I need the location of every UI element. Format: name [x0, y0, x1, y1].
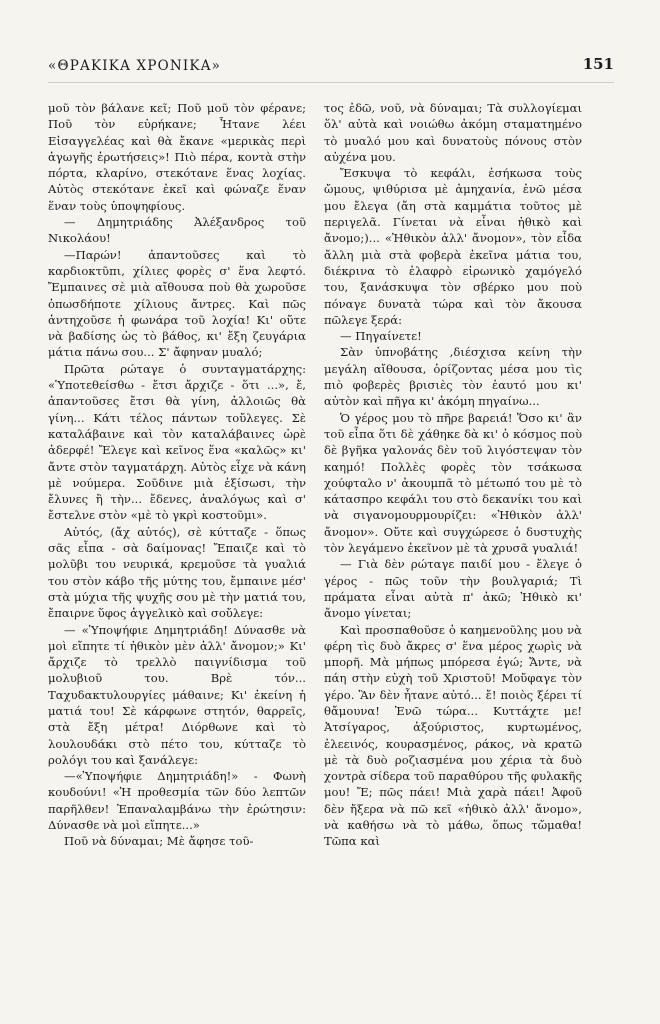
paragraph: τος ἐδῶ, νοῦ, νὰ δύναμαι; Τὰ συλλογίεμαι ὅλ' αὐτὰ καὶ νοιώθω ἀκόμη σταματημένο τὸ μυαλό μου καὶ δυνατοὺς πόνους στὸν αὐχένα μου. [324, 101, 582, 164]
paragraph: Ποῦ νὰ δύναμαι; Μὲ ἄφησε τοῦ- [64, 834, 254, 849]
paragraph: —Παρών! ἀπαντοῦσες καὶ τὸ καρδιοκτῦπι, χίλιες φορὲς σ' ἕνα λεφτό. Ἔμπαινες σὲ μιὰ αἴθουσα ποὺ θὰ χωροῦσε ὁπωσδήποτε χίλιους ἄντρες. Καὶ πῶς ἀντηχοῦσε ἡ φωνάρα τοῦ λοχία! Κι' οὔτε νὰ βαδίσης ὡς τὸ βάθος, κι' ἔξη ζευγάρια μάτια πάνω σου... Σ' ἄφηναν μυαλό; [48, 247, 306, 360]
running-title: «ΘΡΑΚΙΚΑ ΧΡΟΝΙΚΑ» [48, 58, 222, 74]
paragraph: Ἔσκυψα τὸ κεφάλι, ἐσήκωσα τοὺς ὤμους, ψιθύρισα μὲ ἀμηχανία, ἐνῶ μέσα μου ἔλεγα (ἄη στὰ καμμάτια τοῦτος μὲ περιγελᾶ. Γίνεται νὰ εἶναι ἠθικὸ καὶ ἄνομο;)... «Ἠθικὸν ἀλλ' ἄνομον», τὸν εἶδα ἄλλη μιὰ στὰ φοβερὰ ἐκεῖνα μάτια του, διέκρινα τὸ ἐλαφρὸ εἰρωνικὸ χαμόγελό του, ξανάσκυψα τὸν σβέρκο μου ποὺ πόναγε δυνατὰ τώρα καὶ τὸν ἄκουσα πῶλεγε ξερά: [324, 166, 582, 327]
paragraph: μοῦ τὸν βάλανε κεῖ; Ποῦ μοῦ τὸν φέρανε; Ποῦ τὸν εὑρήκανε; Ἦτανε λέει Εἰσαγγελέας καὶ θὰ ἔκανε «μερικὰς περὶ ἀγωγῆς ἐρωτήσεις»! Πιὸ πέρα, κοντὰ στὴν πόρτα, κλαρίνο, στεκότανε ἕνας λοχίας. Αὐτὸς στεκότανε ἐκεῖ καὶ φώναζε ἕναν ἕναν τοὺς ὑποψηφίους. [48, 101, 306, 213]
paragraph: Ὁ γέρος μου τὸ πῆρε βαρειά! Ὅσο κι' ἂν τοῦ εἶπα ὅτι δὲ χάθηκε δὰ κι' ὁ κόσμος ποὺ δὲ βγῆκα γαλονάς δὲν τοῦ λιγόστεψαν τὸν καημό! Πολλὲς φορὲς τὸν τσάκωσα χούφταλο ν' ἀκουμπᾶ τὸ μέτωπό του μὲ τὸ κάτασπρο κεφάλι του στὸ δεκανίκι του καὶ νὰ σιγανομουρμουρίζει: «Ἠθικὸν ἀλλ' ἄνομον». Οὔτε καὶ συγχώρεσε ὁ δυστυχὴς τὸν λεγάμενο ἐκεῖνον μὲ τὰ χρυσᾶ γυαλιά! [324, 410, 582, 556]
paragraph: — Γιὰ δὲν ρώταγε παιδί μου - ἔλεγε ὁ γέρος - πῶς τοῦν τὴν βουλγαριά; Τὶ πράματα εἶναι αὐτὰ π' ἀκῶ; Ἠθικὸ κι' ἄνομο γίνεται; [324, 557, 582, 621]
paragraph: Σὰν ὑπνοβάτης ,διέσχισα κείνη τὴν μεγάλη αἴθουσα, ὁρίζοντας μέσα μου τὶς πιὸ φοβερὲς βρισιὲς τὸν ἑαυτό μου κι' αὐτὸν καὶ πῆγα κι' ἀκόμη πηγαίνω... [324, 345, 582, 409]
paragraph: — Πηγαίνετε! [340, 329, 422, 344]
text-column-left [48, 100, 306, 1000]
header-rule [48, 82, 614, 83]
paragraph: Καὶ προσπαθοῦσε ὁ καημενοῦλης μου νὰ φέρη τὶς δυὸ ἄκρες σ' ἕνα μέρος χωρὶς νὰ μπορῆ. Μὰ μήπως μπόρεσα ἐγώ; Ἄντε, νὰ πάη στὴν εὐχὴ τοῦ Χριστοῦ! Μοὔφαγε τὸν γέρο. Ἂν δὲν ἦτανε αὐτό... ἔ! ποιὸς ξέρει τί θἄμουνα! Ἐνῶ τώρα... Κυττάχτε με! Ἀτσίγαρος, ἀξούριστος, κυρτωμένος, ἐλεεινός, κουρασμένος, ράκος, νὰ κρατῶ μὲ τὰ δυὸ ροζιασμένα μου χέρια τὰ δυὸ χοντρὰ σίδερα τοῦ παραθύρου τῆς φυλακῆς μου! Ἔ; πῶς πάει! Μιὰ χαρὰ πάει! Ἀφοῦ δὲν ἤξερα νὰ πῶ κεῖ «ἠθικὸ ἀλλ' ἄνομο», νὰ καθήσω νὰ τὸ μάθω, ὅπως τὤμαθα! Τῶπα καὶ [324, 622, 582, 849]
page-header [48, 55, 614, 88]
paragraph: — Δημητριάδης Ἀλέξανδρος τοῦ Νικολάου! [48, 215, 306, 246]
paragraph: — «Ὑποψήφιε Δημητριάδη! Δύνασθε νὰ μοὶ εἴπητε τί ἠθικὸν μὲν ἀλλ' ἄνομον;» Κι' ἄρχιζε τὸ τρελλὸ παιγνίδισμα τοῦ μολυβιοῦ του. Βρὲ τόν... Ταχυδακτυλουργίες μάθαινε; Κι' ἐκείνη ἡ ματιά του! Σὲ κάρφωνε στητόν, θαρρεῖς, στὰ ἔξη μέτρα! Διόρθωνε καὶ τὸ λουλουδάκι στὸ πέτο του, κύτταζε τὸ ρολόγι του καὶ ξανάλεγε: [48, 622, 306, 767]
paragraph: —«Ὑποψήφιε Δημητριάδη!» - Φωνὴ κουδούνι! «Ἡ προθεσμία τῶν δύο λεπτῶν παρῆλθεν! Ἐπαναλαμβάνω τὴν ἐρώτησιν: Δύνασθε νὰ μοὶ εἴπητε...» [48, 769, 306, 833]
page-number: 151 [582, 55, 614, 73]
paragraph: Πρῶτα ρώταγε ὁ συνταγματάρχης: «Ὑποτεθείσθω - ἔτσι ἄρχιζε - ὅτι ...», ἔ, ἀπαντοῦσες ἔτσι θὰ γίνη, ἀλλοιῶς θὰ γίνη... Κάτι τέλος πάντων τοὔλεγες. Σὲ καταλάβαινε καὶ τὸν καταλάβαινες ὡρὲ ἀδερφέ! Ἔλεγε καὶ κεῖνος ἕνα «καλῶς» κι' ἄντε στὸν ταγματάρχη. Αὐτὸς εἶχε νὰ κάνη μὲ νούμερα. Σοῦδινε μιὰ ἐξίσωσι, τὴν ἔλυνες ἢ τὴν... ἔδενες, ἀναλόγως καὶ σ' ἔστελνε στὸν «μὲ τὸ γκρὶ κοστοῦμι». [48, 361, 306, 523]
text-column-right [324, 100, 582, 1000]
paragraph: Αὐτός, (ἄχ αὐτός), σὲ κύτταζε - ὅπως σᾶς εἶπα - σὰ δαίμονας! Ἔπαιζε καὶ τὸ μολῦβι του νευρικά, κρεμοῦσε τὰ γυαλιά του στὸν κάβο τῆς μύτης του, ἔμπαινε μέσ' στὰ μύχια τῆς ψυχῆς σου μὲ τὴν ματιά του, ἔπαιρνε ὕφος ἀγγελικὸ καὶ σοὔλεγε: [48, 524, 306, 621]
